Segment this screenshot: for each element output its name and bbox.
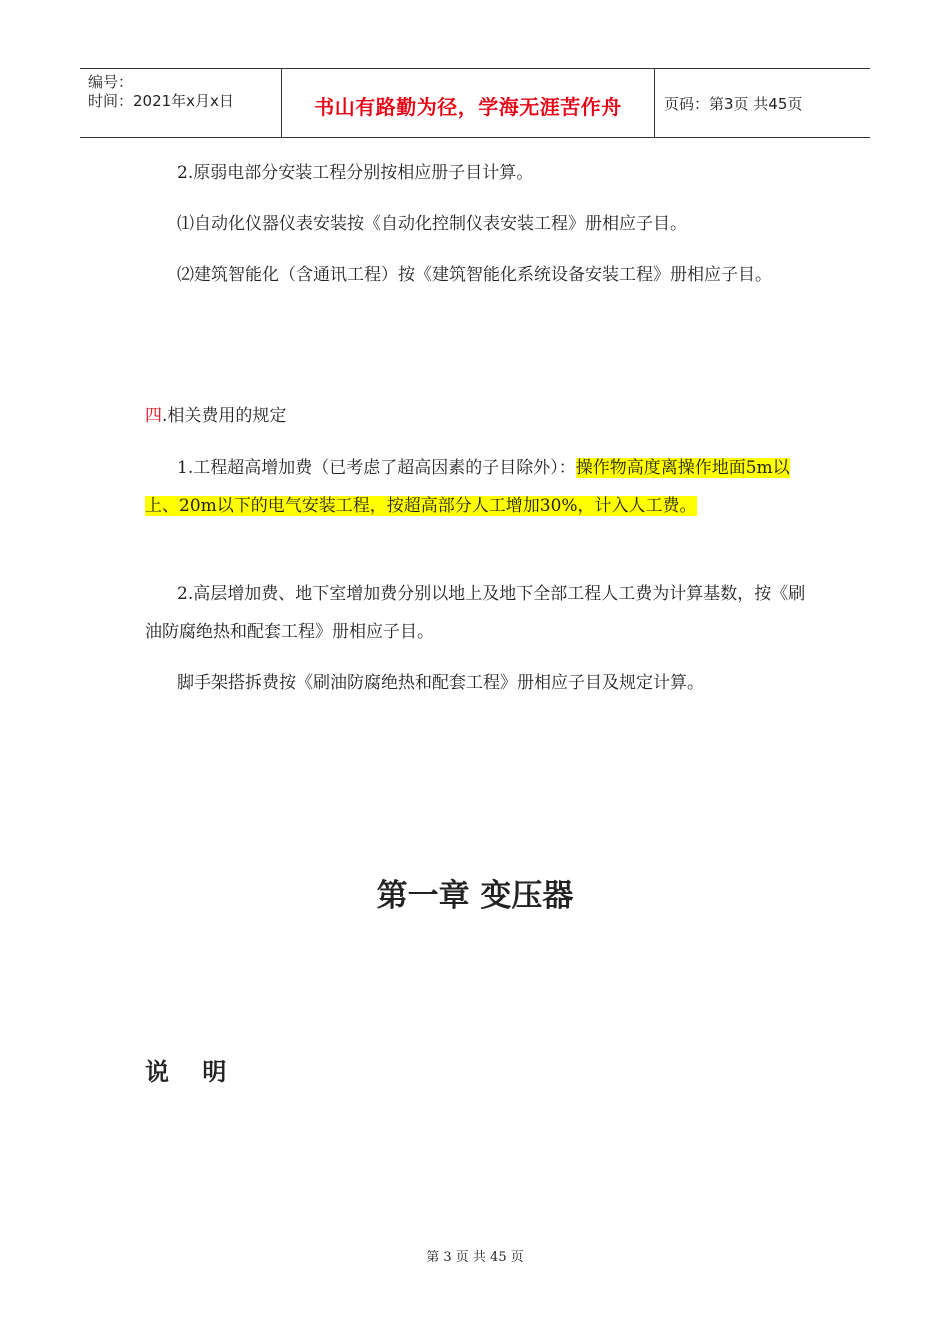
section-number: 四: [145, 406, 162, 426]
paragraph-intelligent-building: ⑵建筑智能化（含通讯工程）按《建筑智能化系统设备安装工程》册相应子目。: [177, 265, 772, 285]
number-label: 编号：: [88, 73, 134, 91]
paragraph-weak-current: 2.原弱电部分安装工程分别按相应册子目计算。: [177, 163, 534, 183]
header-meta: [80, 69, 281, 137]
height-fee-text: 1.工程超高增加费（已考虑了超高因素的子目除外）：: [177, 458, 576, 478]
paragraph-height-fee: [145, 449, 815, 525]
chapter-title: 第一章 变压器: [376, 878, 574, 914]
header-motto-cell: [281, 69, 655, 137]
time-label: 时间：2021年x月x日: [88, 92, 234, 110]
header-page-info-cell: [655, 69, 870, 137]
page-footer: 第 3 页 共 45 页: [426, 1250, 524, 1265]
paragraph-highrise-fee: 2.高层增加费、地下室增加费分别以地上及地下全部工程人工费为计算基数，按《刷油防腐绝热和配套工程》册相应子目。: [145, 584, 806, 642]
paragraph-instrument: ⑴自动化仪器仪表安装按《自动化控制仪表安装工程》册相应子目。: [177, 214, 687, 234]
motto: 书山有路勤为径，学海无涯苦作舟: [314, 94, 622, 119]
section-heading-fees: [145, 397, 815, 435]
paragraph-scaffold-fee: 脚手架搭拆费按《刷油防腐绝热和配套工程》册相应子目及规定计算。: [177, 673, 704, 693]
document-header: [80, 68, 870, 138]
section-heading-explanation: 说 明: [145, 1058, 227, 1086]
page-info: 页码：第3页 共45页: [664, 94, 803, 113]
section-title: .相关费用的规定: [162, 406, 287, 426]
height-fee-highlight: 操作物高度离操作地面5m以上、20m以下的电气安装工程，按超高部分人工增加30%，计入人工费。: [145, 458, 790, 516]
